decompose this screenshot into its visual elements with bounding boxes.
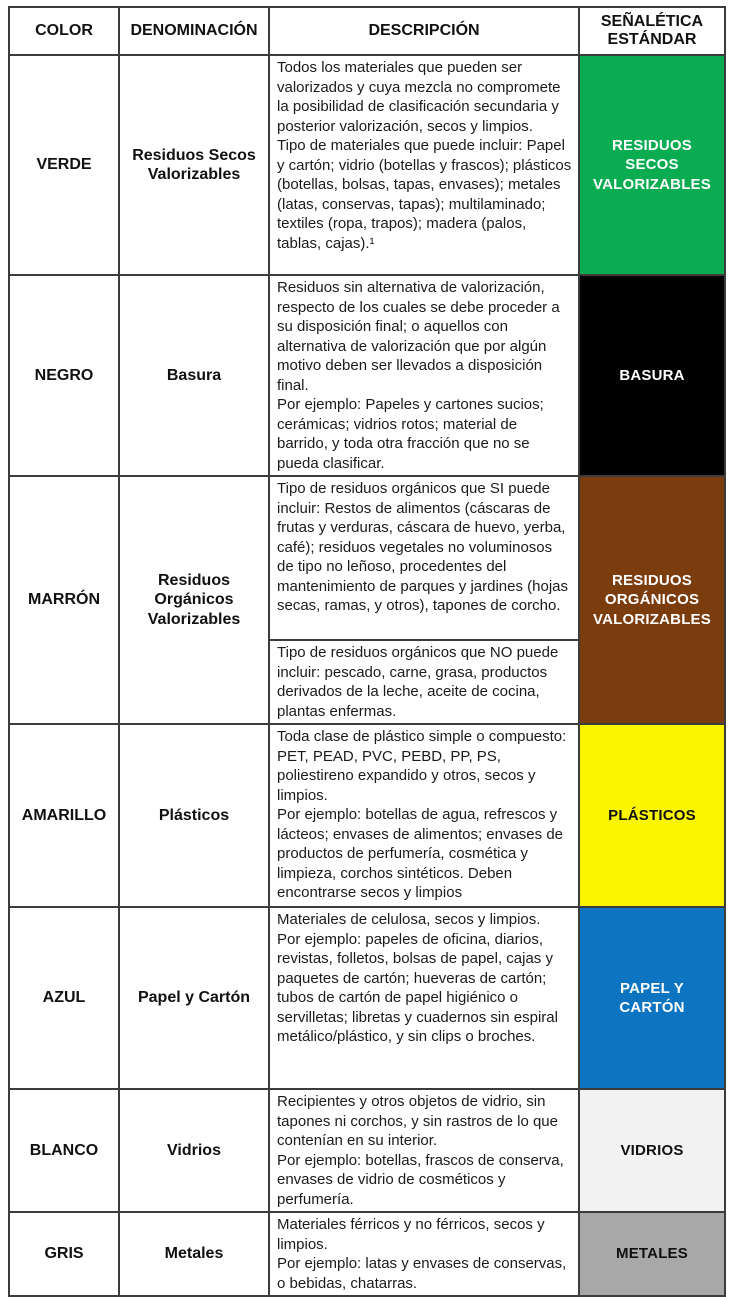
row-negro bbox=[9, 275, 725, 476]
row-azul-color: AZUL bbox=[9, 907, 119, 1089]
row-azul-senaletica-swatch: PAPEL Y CARTÓN bbox=[579, 907, 725, 1089]
row-gris bbox=[9, 1212, 725, 1296]
row-gris-senaletica-swatch: METALES bbox=[579, 1212, 725, 1296]
row-amarillo-senaletica-swatch: PLÁSTICOS bbox=[579, 724, 725, 907]
row-blanco-senaletica-swatch: VIDRIOS bbox=[579, 1089, 725, 1212]
descripcion-paragraph: Tipo de residuos orgánicos que NO puede incluir: pescado, carne, grasa, productos derivados de la leche, aceite de cocina, plantas enfermas. bbox=[277, 644, 559, 720]
waste-color-classification-table bbox=[8, 6, 726, 1297]
row-marron bbox=[9, 476, 725, 640]
row-negro-senaletica-swatch: BASURA bbox=[579, 275, 725, 476]
row-negro-denominacion: Basura bbox=[119, 275, 269, 476]
row-gris-descripcion bbox=[269, 1212, 579, 1296]
descripcion-paragraph: Toda clase de plástico simple o compuesto: PET, PEAD, PVC, PEBD, PP, PS, poliestireno expandido y otros, secos y limpios. bbox=[277, 728, 567, 804]
header-row bbox=[9, 7, 725, 55]
row-azul-descripcion bbox=[269, 907, 579, 1089]
descripcion-paragraph: Todos los materiales que pueden ser valorizados y cuya mezcla no compromete la posibilidad de clasificación secundaria y posterior valorización, secos y limpios. bbox=[277, 59, 561, 135]
row-blanco-color: BLANCO bbox=[9, 1089, 119, 1212]
descripcion-paragraph: Tipo de residuos orgánicos que SI puede incluir: Restos de alimentos (cáscaras de frutas y verduras, cáscara de huevo, yerba, café); residuos vegetales no voluminosos de tipo no leñoso, procedentes del mantenimiento de parques y jardines (hojas secas, ramas, y otros), tapones de corcho. bbox=[277, 480, 568, 614]
descripcion-paragraph: Materiales férricos y no férricos, secos y limpios. bbox=[277, 1216, 545, 1253]
row-marron-denominacion: Residuos Orgánicos Valorizables bbox=[119, 476, 269, 724]
col-header-denominacion: DENOMINACIÓN bbox=[119, 7, 269, 55]
row-verde-denominacion: Residuos Secos Valorizables bbox=[119, 55, 269, 275]
row-amarillo-color: AMARILLO bbox=[9, 724, 119, 907]
descripcion-paragraph: Residuos sin alternativa de valorización, respecto de los cuales se debe proceder a su disposición final; o aquellos con alternativa de valorización que por algún motivo deben ser llevados a disposición final. bbox=[277, 279, 560, 394]
row-amarillo-denominacion: Plásticos bbox=[119, 724, 269, 907]
row-amarillo bbox=[9, 724, 725, 907]
descripcion-paragraph: Por ejemplo: botellas, frascos de conserva, envases de vidrio de cosméticos y perfumería. bbox=[277, 1151, 564, 1208]
row-marron-descripcion-si bbox=[269, 476, 579, 640]
row-verde-color: VERDE bbox=[9, 55, 119, 275]
col-header-descripcion: DESCRIPCIÓN bbox=[269, 7, 579, 55]
col-header-senaletica: SEÑALÉTICA ESTÁNDAR bbox=[579, 7, 725, 55]
row-gris-color: GRIS bbox=[9, 1212, 119, 1296]
row-blanco-denominacion: Vidrios bbox=[119, 1089, 269, 1212]
descripcion-paragraph: Recipientes y otros objetos de vidrio, sin tapones ni corchos, y sin rastros de lo que contenían en su interior. bbox=[277, 1093, 558, 1149]
row-blanco bbox=[9, 1089, 725, 1212]
descripcion-paragraph: Por ejemplo: botellas de agua, refrescos y lácteos; envases de alimentos; envases de productos de perfumería, cosmética y limpieza, corchos sintéticos. Deben encontrarse secos y limpios bbox=[277, 806, 564, 901]
row-negro-descripcion bbox=[269, 275, 579, 476]
row-verde-descripcion bbox=[269, 55, 579, 275]
row-negro-color: NEGRO bbox=[9, 275, 119, 476]
row-azul-denominacion: Papel y Cartón bbox=[119, 907, 269, 1089]
descripcion-paragraph: Por ejemplo: latas y envases de conservas, o bebidas, chatarras. bbox=[277, 1255, 567, 1292]
row-marron-senaletica-swatch: RESIDUOS ORGÁNICOS VALORIZABLES bbox=[579, 476, 725, 724]
row-azul bbox=[9, 907, 725, 1089]
row-gris-denominacion: Metales bbox=[119, 1212, 269, 1296]
col-header-color: COLOR bbox=[9, 7, 119, 55]
row-marron-descripcion-no bbox=[269, 640, 579, 724]
row-amarillo-descripcion bbox=[269, 724, 579, 907]
descripcion-paragraph: Materiales de celulosa, secos y limpios. bbox=[277, 911, 541, 928]
descripcion-paragraph: Tipo de materiales que puede incluir: Papel y cartón; vidrio (botellas y frascos); plásticos (botellas, bolsas, tapas, envases); metales (latas, conservas, tapas); multilaminado; textiles (ropa, trapos); madera (palos, tablas, cajas).¹ bbox=[277, 137, 572, 252]
row-blanco-descripcion bbox=[269, 1089, 579, 1212]
descripcion-paragraph: Por ejemplo: papeles de oficina, diarios, revistas, folletos, bolsas de papel, cajas y paquetes de cartón; hueveras de cartón; tubos de cartón de papel higiénico o servilletas; libretas y cuadernos sin espiral metálico/plástico, y sin clips o broches. bbox=[277, 930, 558, 1045]
descripcion-paragraph: Por ejemplo: Papeles y cartones sucios; cerámicas; vidrios rotos; material de barrido, y toda otra fracción que no se pueda clasificar. bbox=[277, 396, 544, 472]
row-verde bbox=[9, 55, 725, 275]
row-verde-senaletica-swatch: RESIDUOS SECOS VALORIZABLES bbox=[579, 55, 725, 275]
row-marron-color: MARRÓN bbox=[9, 476, 119, 724]
